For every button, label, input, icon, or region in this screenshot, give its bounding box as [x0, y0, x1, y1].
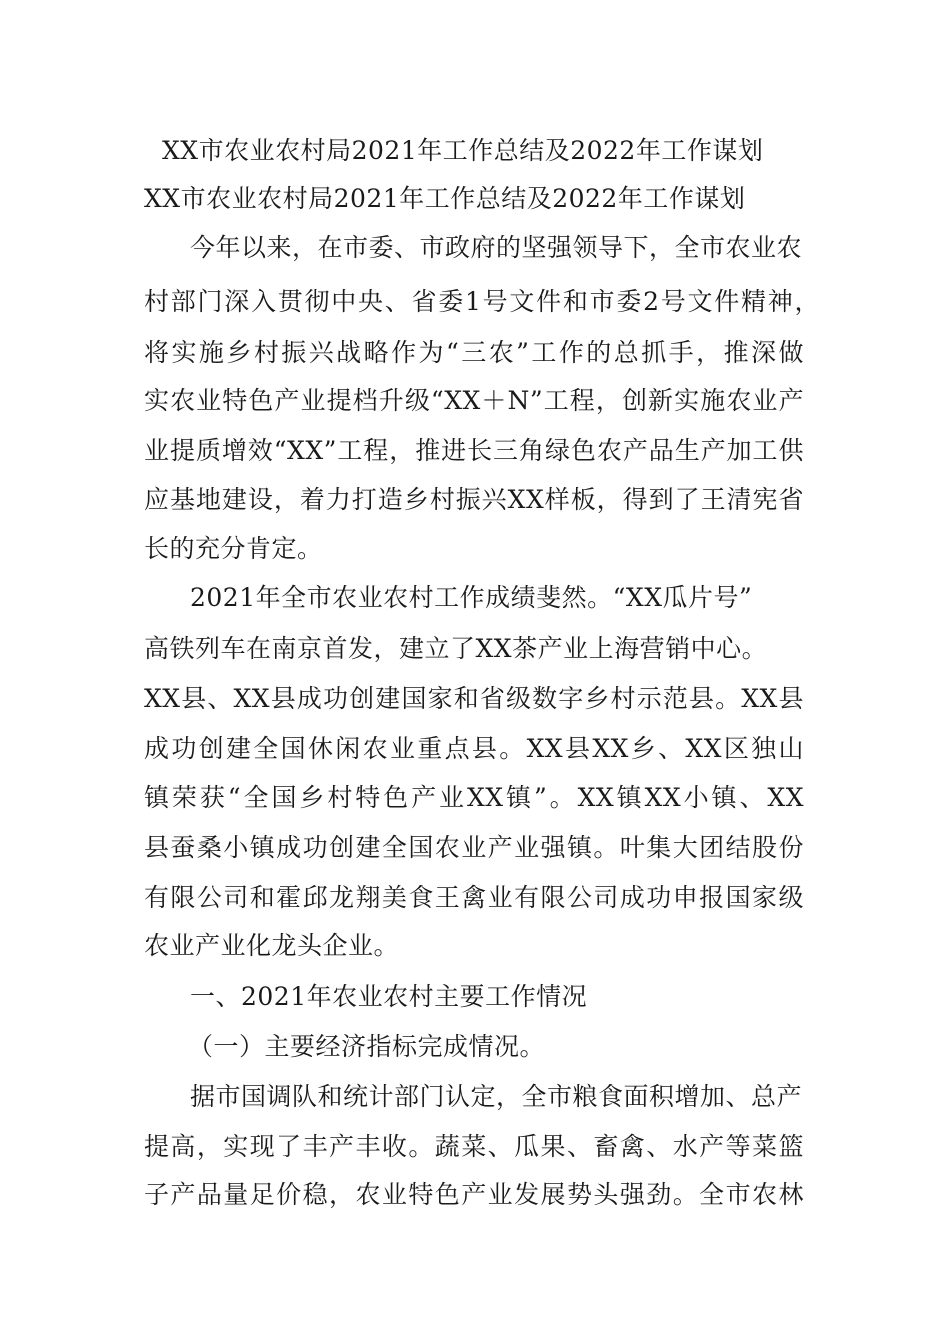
subsection-heading: （一）主要经济指标完成情况。 — [188, 1032, 546, 1061]
paragraph-3-line-1: 据市国调队和统计部门认定，全市粮食面积增加、总产 — [190, 1082, 803, 1111]
paragraph-3-line-2: 提高，实现了丰产丰收。蔬菜、瓜果、畜禽、水产等菜篮 — [144, 1132, 804, 1161]
paragraph-1-line-1: 今年以来，在市委、市政府的坚强领导下，全市农业农 — [190, 233, 803, 262]
paragraph-1-line-3: 将实施乡村振兴战略作为“三农”工作的总抓手，推深做 — [144, 338, 804, 367]
paragraph-2-line-2: 高铁列车在南京首发，建立了XX茶产业上海营销中心。 — [144, 634, 768, 663]
paragraph-2-line-8: 农业产业化龙头企业。 — [144, 931, 400, 960]
paragraph-2-line-7: 有限公司和霍邱龙翔美食王禽业有限公司成功申报国家级 — [144, 883, 804, 912]
paragraph-1-line-5: 业提质增效“XX”工程，推进长三角绿色农产品生产加工供 — [144, 436, 804, 465]
paragraph-2-line-5: 镇荣获“全国乡村特色产业XX镇”。XX镇XX小镇、XX — [144, 783, 804, 812]
paragraph-1-line-4: 实农业特色产业提档升级“XX＋N”工程，创新实施农业产 — [144, 386, 804, 415]
paragraph-2-line-4: 成功创建全国休闲农业重点县。XX县XX乡、XX区独山 — [144, 734, 804, 763]
paragraph-1-line-7: 长的充分肯定。 — [144, 534, 323, 563]
section-heading: 一、2021年农业农村主要工作情况 — [190, 982, 588, 1011]
paragraph-3-line-3: 子产品量足价稳，农业特色产业发展势头强劲。全市农林 — [144, 1180, 804, 1209]
paragraph-2-line-3: XX县、XX县成功创建国家和省级数字乡村示范县。XX县 — [144, 684, 804, 713]
document-title: XX市农业农村局2021年工作总结及2022年工作谋划 — [162, 136, 764, 165]
paragraph-1-line-6: 应基地建设，着力打造乡村振兴XX样板，得到了王清宪省 — [144, 485, 804, 514]
paragraph-1-line-2: 村部门深入贯彻中央、省委1号文件和市委2号文件精神， — [144, 287, 820, 316]
paragraph-2-line-1: 2021年全市农业农村工作成绩斐然。“XX瓜片号” — [190, 583, 753, 612]
document-title-repeat: XX市农业农村局2021年工作总结及2022年工作谋划 — [144, 184, 746, 213]
paragraph-2-line-6: 县蚕桑小镇成功创建全国农业产业强镇。叶集大团结股份 — [144, 833, 804, 862]
